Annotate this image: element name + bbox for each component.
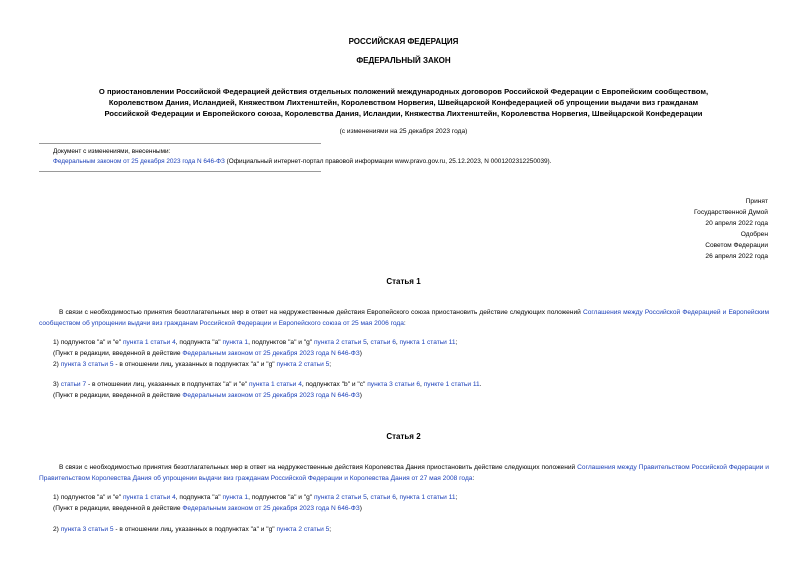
ref-link[interactable]: пункта 1 статьи 11 — [399, 339, 456, 346]
law-type-heading: ФЕДЕРАЛЬНЫЙ ЗАКОН — [356, 56, 451, 65]
adoption-block — [694, 196, 768, 262]
item-text: , — [366, 339, 371, 346]
item-text: - в отношении лиц, указанных в подпунктах "а" и "g" — [113, 526, 277, 533]
ref-link[interactable]: статьи 6 — [370, 339, 396, 346]
item-text: , — [366, 494, 371, 501]
ref-link[interactable]: статьи 7 — [60, 381, 87, 388]
adopted-label: Принят — [745, 198, 768, 205]
intro-text: В связи с необходимостью принятия безотлагательных мер в ответ на недружественные действия Европейского союза приостановить действие следующих положений — [59, 309, 583, 316]
article-2-heading: Статья 2 — [386, 432, 421, 441]
item-text: , подпунктов "а" и "g" — [248, 339, 314, 346]
ref-link[interactable]: пункта 3 статьи 6 — [367, 381, 421, 388]
article-2-item-1-note — [53, 504, 362, 513]
item-text: - в отношении лиц, указанных в подпунктах "а" и "g" — [113, 361, 277, 368]
article-1-item-3-note — [53, 391, 362, 400]
ref-link[interactable]: пункта 1 — [222, 494, 249, 501]
approved-label: Одобрен — [740, 231, 768, 238]
ref-link[interactable]: пункта 2 статьи 5 — [313, 339, 367, 346]
ref-link[interactable]: пункта 1 статьи 11 — [399, 494, 456, 501]
item-text: ; — [329, 526, 332, 533]
article-2-intro — [39, 462, 769, 484]
ref-link[interactable]: пункта 1 статьи 4 — [249, 381, 302, 388]
note-text: (Пункт в редакции, введенной в действие — [53, 505, 183, 512]
item-text: 2) — [53, 361, 61, 368]
item-text: ; — [329, 361, 332, 368]
title-line: О приостановлении Российской Федерацией действия отдельных положений международных договоров Российской Федерации с Европейским сообществом, — [98, 87, 709, 96]
amending-law-link[interactable]: Федеральным законом от 25 декабря 2023 года N 646-ФЗ — [182, 350, 360, 357]
note-text: (Пункт в редакции, введенной в действие — [53, 392, 183, 399]
item-text: , — [395, 494, 400, 501]
approved-date: 26 апреля 2022 года — [705, 253, 768, 260]
ref-link[interactable]: пункта 1 статьи 4 — [122, 339, 176, 346]
item-text: , подпункта "а" — [175, 339, 223, 346]
amending-law-link[interactable]: Федеральным законом от 25 декабря 2023 года N 646-ФЗ — [182, 392, 360, 399]
note-text: (Пункт в редакции, введенной в действие — [53, 350, 183, 357]
changes-source: (Официальный интернет-портал правовой информации www.pravo.gov.ru, 25.12.2023, N 0001202312250039). — [224, 158, 552, 165]
item-text: . — [479, 381, 482, 388]
note-end: ) — [359, 505, 362, 512]
item-text: 3) — [53, 381, 61, 388]
ref-link[interactable]: пункта 1 статьи 4 — [122, 494, 176, 501]
item-text: 2) — [53, 526, 61, 533]
article-1-intro — [39, 307, 769, 329]
changes-line — [53, 157, 551, 166]
adopted-date: 20 апреля 2022 года — [705, 220, 768, 227]
item-text: 1) подпунктов "а" и "е" — [53, 339, 123, 346]
intro-end: : — [472, 475, 475, 482]
article-1-heading: Статья 1 — [386, 277, 421, 286]
article-2-item-2 — [53, 525, 331, 534]
ref-link[interactable]: пункта 2 статьи 5 — [276, 526, 330, 533]
item-text: , — [420, 381, 424, 388]
article-1-item-2 — [53, 360, 331, 369]
divider-bottom — [39, 171, 321, 172]
ref-link[interactable]: пункта 2 статьи 5 — [276, 361, 330, 368]
ref-link[interactable]: пункте 1 статьи 11 — [423, 381, 480, 388]
ref-link[interactable]: пункта 1 — [222, 339, 249, 346]
item-text: , подпунктах "b" и "c" — [301, 381, 368, 388]
item-text: 1) подпунктов "а" и "е" — [53, 494, 123, 501]
ref-link[interactable]: пункта 3 статьи 5 — [60, 526, 114, 533]
amending-law-link[interactable]: Федеральным законом от 25 декабря 2023 года N 646-ФЗ — [182, 505, 360, 512]
agreement-link[interactable]: Соглашения между Российской Федерацией и Европейским сообществом об упрощении выдачи виз гражданам Российской Федерации и Европейского союза от 25 мая 2006 года — [39, 309, 770, 327]
agreement-link[interactable]: Соглашения между Правительством Российской Федерации и Правительством Королевства Дания об упрощении выдачи виз гражданам Российской Федерации и Королевства Дания от 27 мая 2008 года — [39, 464, 769, 482]
item-text: ; — [455, 339, 458, 346]
item-text: ; — [455, 494, 458, 501]
item-text: , — [395, 339, 400, 346]
adopted-by: Государственной Думой — [694, 209, 768, 216]
divider-top — [39, 143, 321, 144]
note-end: ) — [359, 350, 362, 357]
document-title — [0, 86, 807, 119]
title-line: Российской Федерации и Европейского союза, Королевства Дания, Исландии, Княжества Лихтенштейн, Королевства Норвегия, Швейцарской Конфедерации — [104, 109, 703, 118]
intro-end: : — [403, 320, 406, 327]
intro-text: В связи с необходимостью принятия безотлагательных мер в ответ на недружественные действия Королевства Дания приостановить действие следующих положений — [59, 464, 578, 471]
country-heading: РОССИЙСКАЯ ФЕДЕРАЦИЯ — [348, 37, 459, 46]
amendment-note: (с изменениями на 25 декабря 2023 года) — [339, 128, 468, 135]
item-text: , подпунктов "а" и "g" — [248, 494, 314, 501]
title-line: Королевством Дания, Исландией, Княжеством Лихтенштейн, Королевством Норвегия, Швейцарской Конфедерацией об упрощении выдачи виз гражданам — [108, 98, 699, 107]
article-1-item-1 — [53, 338, 457, 347]
amending-law-link[interactable]: Федеральным законом от 25 декабря 2023 года N 646-ФЗ — [53, 158, 225, 165]
changes-intro: Документ с изменениями, внесенными: — [53, 148, 171, 155]
ref-link[interactable]: пункта 3 статьи 5 — [60, 361, 114, 368]
article-2-item-1 — [53, 493, 457, 502]
item-text: , подпункта "а" — [175, 494, 223, 501]
ref-link[interactable]: статьи 6 — [370, 494, 396, 501]
article-1-item-1-note — [53, 349, 362, 358]
ref-link[interactable]: пункта 2 статьи 5 — [313, 494, 367, 501]
approved-by: Советом Федерации — [705, 242, 768, 249]
item-text: - в отношении лиц, указанных в подпунктах "а" и "е" — [86, 381, 250, 388]
article-1-item-3 — [53, 380, 482, 389]
note-end: ) — [359, 392, 362, 399]
